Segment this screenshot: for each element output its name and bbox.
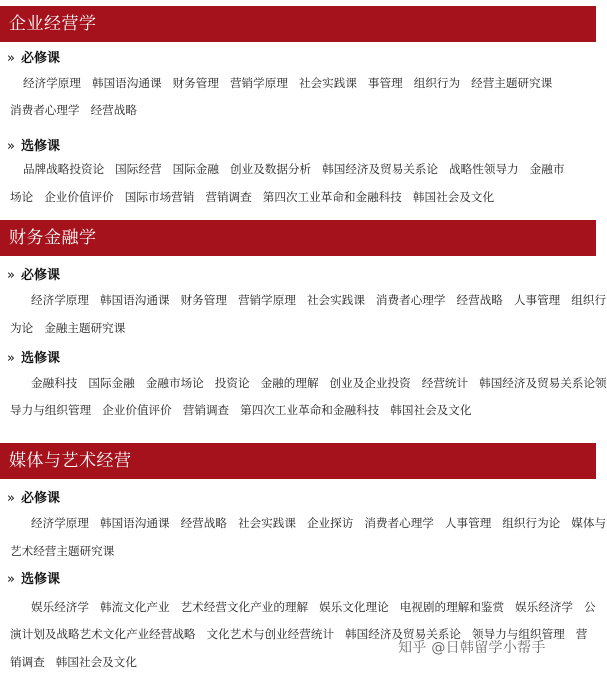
course-name: 导力与组织管理 <box>10 403 92 417</box>
course-name: 第四次工业革命和金融科技 <box>240 403 380 417</box>
required-heading <box>7 268 60 284</box>
section-header-finance <box>0 220 596 256</box>
course-name: 消费者心理学 <box>10 103 80 117</box>
chevron-right-icon: » <box>7 51 15 66</box>
course-name: 电视剧的理解和鉴赏 <box>399 600 505 614</box>
chevron-right-icon: » <box>7 268 15 283</box>
course-name: 经济学原理 <box>31 516 89 530</box>
course-name: 人事管理 <box>513 293 561 307</box>
section-title: 媒体与艺术经营 <box>9 451 132 471</box>
course-name: 国际金融 <box>88 376 135 390</box>
course-name: 娱乐经济学 <box>31 600 89 614</box>
course-name: 创业及数据分析 <box>229 162 312 176</box>
course-name: 为论 <box>10 321 34 335</box>
course-name: 韩国经济及贸易关系论 <box>322 162 439 176</box>
course-name: 金融市 <box>529 162 565 176</box>
course-name: 创业及企业投资 <box>329 376 411 390</box>
section-title: 财务金融学 <box>9 228 97 248</box>
course-name: 艺术经营文化产业的理解 <box>180 600 309 614</box>
course-name: 社会实践课 <box>306 293 365 307</box>
required-heading <box>7 491 60 507</box>
course-name: 国际市场营销 <box>124 190 195 204</box>
course-line <box>10 543 114 559</box>
course-name: 国际经营 <box>115 162 162 176</box>
section-title: 企业经营学 <box>9 14 97 34</box>
course-name: 财务管理 <box>180 293 227 307</box>
course-name: 营 <box>575 627 588 641</box>
course-line <box>10 654 137 670</box>
section-header-business <box>0 6 596 42</box>
course-name: 韩国语沟通课 <box>99 516 170 530</box>
course-line <box>31 599 596 615</box>
course-name: 人事管理 <box>444 516 492 530</box>
course-name: 品牌战略投资论 <box>23 162 105 176</box>
course-name: 经营战略 <box>456 293 503 307</box>
course-name: 金融主题研究课 <box>44 321 126 335</box>
course-name: 金融市场论 <box>145 376 204 390</box>
elective-label: 选修课 <box>20 351 60 366</box>
course-line <box>31 292 606 308</box>
course-name: 韩国社会及文化 <box>55 655 137 669</box>
chevron-right-icon: » <box>7 351 15 366</box>
elective-label: 选修课 <box>20 139 60 154</box>
course-name: 韩国语沟通课 <box>99 293 170 307</box>
required-label: 必修课 <box>20 491 60 506</box>
course-name: 财务管理 <box>172 76 219 90</box>
watermark: 知乎 @日韩留学小帮手 <box>398 640 546 656</box>
course-name: 消费者心理学 <box>375 293 446 307</box>
course-name: 国际金融 <box>172 162 219 176</box>
course-name: 营销调查 <box>205 190 252 204</box>
course-name: 组织行为论 <box>502 516 561 530</box>
course-name: 组织行 <box>571 293 607 307</box>
course-name: 艺术经营主题研究课 <box>10 544 115 558</box>
chevron-right-icon: » <box>7 572 15 587</box>
course-name: 金融科技 <box>31 376 78 390</box>
required-heading <box>7 51 60 67</box>
course-name: 文化艺术与创业经营统计 <box>206 627 335 641</box>
section-header-media-arts <box>0 443 596 479</box>
course-name: 金融的理解 <box>260 376 319 390</box>
course-name: 韩国语沟通课 <box>91 76 162 90</box>
elective-heading <box>7 139 60 155</box>
course-name: 社会实践课 <box>298 76 357 90</box>
course-name: 营销调查 <box>182 403 230 417</box>
course-name: 组织行为 <box>413 76 461 90</box>
course-name: 领导力与组织管理 <box>472 627 565 641</box>
course-name: 韩国社会及文化 <box>390 403 472 417</box>
course-name: 营销学原理 <box>229 76 288 90</box>
course-line <box>23 161 564 177</box>
course-name: 经营战略 <box>180 516 227 530</box>
course-name: 娱乐经济学 <box>515 600 574 614</box>
course-name: 事管理 <box>367 76 403 90</box>
course-name: 韩国经济及贸易关系论领 <box>479 376 607 390</box>
chevron-right-icon: » <box>7 491 15 506</box>
course-name: 战略性领导力 <box>449 162 519 176</box>
course-line <box>10 189 494 205</box>
course-name: 企业探访 <box>306 516 354 530</box>
course-name: 经济学原理 <box>23 76 81 90</box>
course-name: 企业价值评价 <box>102 403 172 417</box>
required-label: 必修课 <box>20 51 60 66</box>
course-name: 经营主题研究课 <box>471 76 553 90</box>
course-line <box>10 402 471 418</box>
elective-label: 选修课 <box>20 572 60 587</box>
course-name: 经营统计 <box>421 376 469 390</box>
course-line <box>23 75 552 91</box>
elective-heading <box>7 572 60 588</box>
course-name: 企业价值评价 <box>44 190 114 204</box>
course-line <box>31 375 607 391</box>
chevron-right-icon: » <box>7 139 15 154</box>
course-line <box>10 320 125 336</box>
course-name: 销调查 <box>10 655 45 669</box>
course-name: 第四次工业革命和金融科技 <box>262 190 402 204</box>
course-name: 经济学原理 <box>31 293 89 307</box>
course-name: 消费者心理学 <box>364 516 434 530</box>
course-name: 场论 <box>10 190 34 204</box>
course-name: 投资论 <box>214 376 250 390</box>
course-name: 营销学原理 <box>237 293 296 307</box>
course-name: 韩国经济及贸易关系论 <box>345 627 462 641</box>
course-name: 公 <box>584 600 596 614</box>
course-name: 娱乐文化理论 <box>319 600 389 614</box>
elective-heading <box>7 351 60 367</box>
course-name: 演计划及战略艺术文化产业经营战略 <box>10 627 196 641</box>
course-name: 社会实践课 <box>237 516 296 530</box>
course-name: 韩流文化产业 <box>99 600 170 614</box>
course-name: 经营战略 <box>90 103 137 117</box>
course-name: 韩国社会及文化 <box>412 190 495 204</box>
course-name: 媒体与 <box>571 516 607 530</box>
course-line <box>31 515 606 531</box>
required-label: 必修课 <box>20 268 60 283</box>
course-line <box>10 102 137 118</box>
